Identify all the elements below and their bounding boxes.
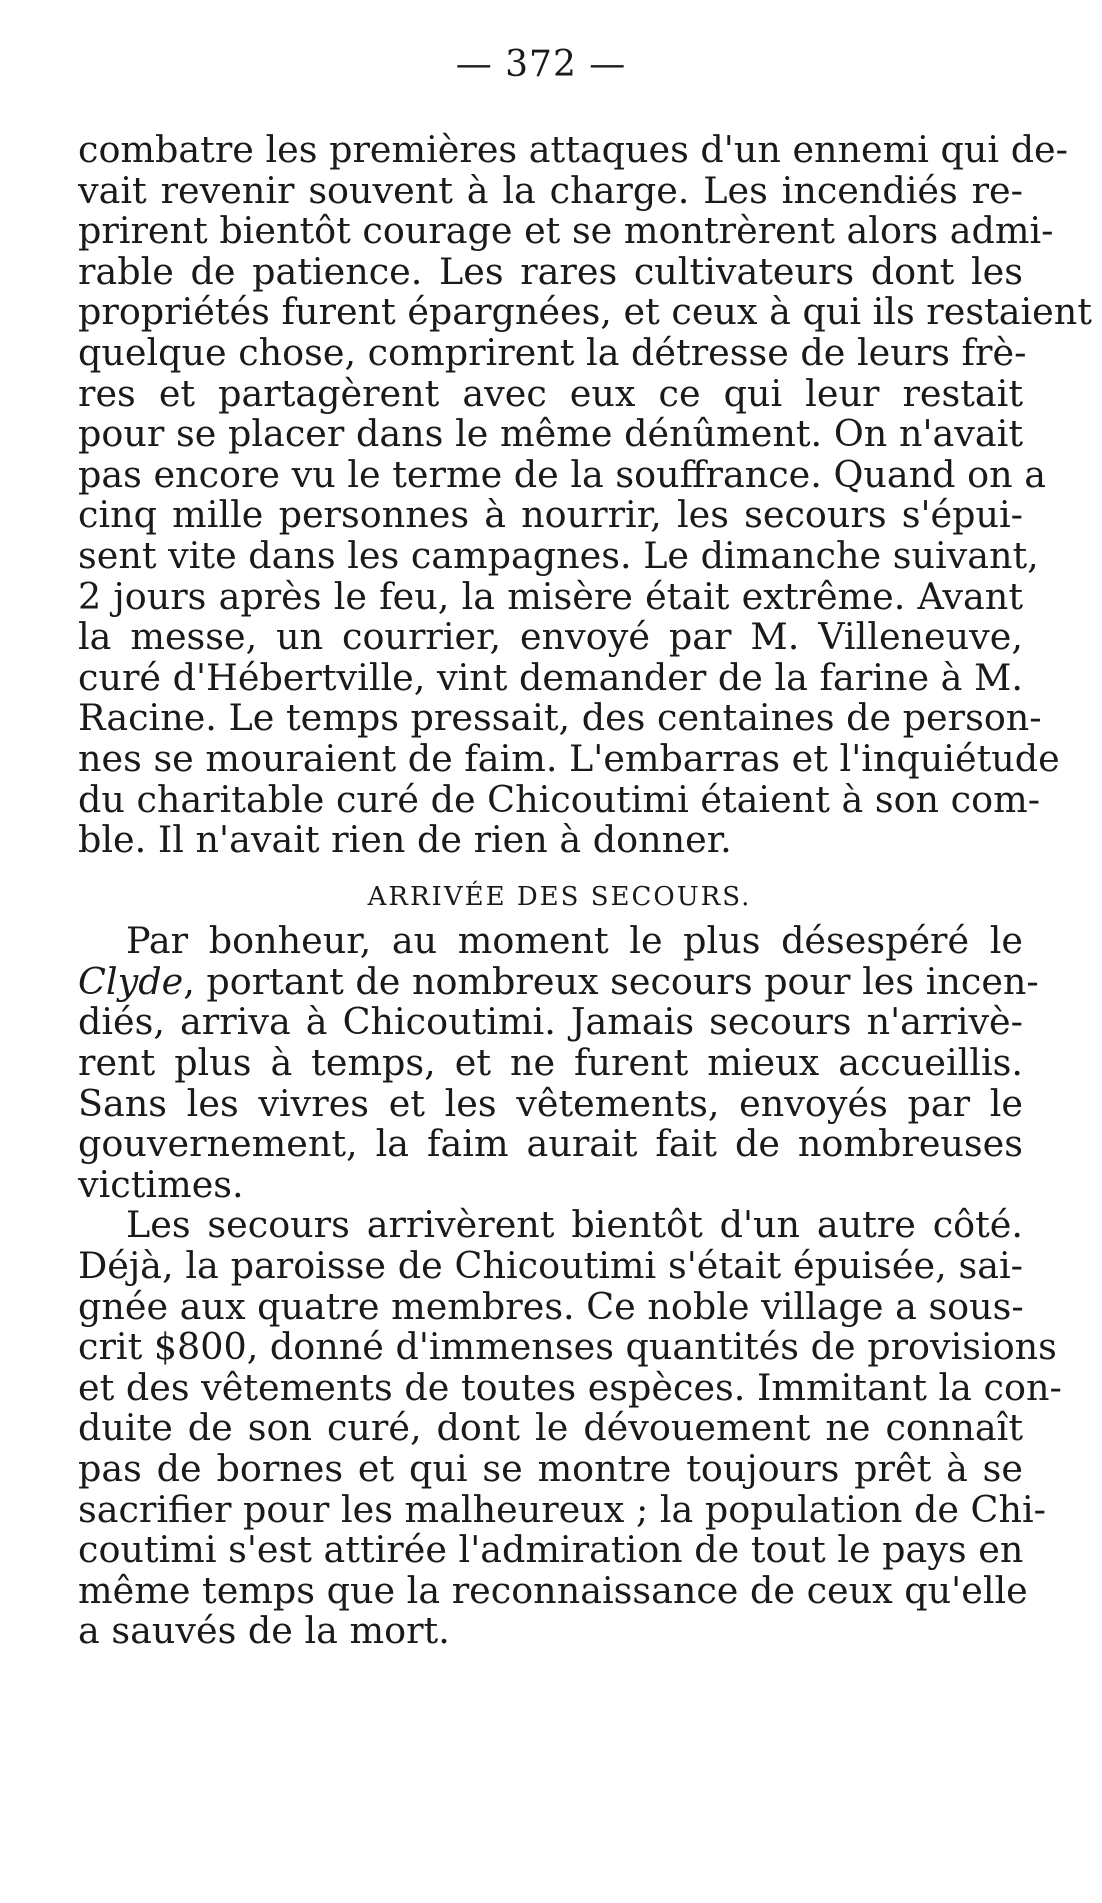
text-line: combatre les premières attaques d'un ennemi qui de- (78, 128, 1068, 171)
text-line: sacrifier pour les malheureux ; la population de Chi- (78, 1487, 1046, 1531)
paragraph-2 (78, 919, 1039, 1206)
text-line: nes se mouraient de faim. L'embarras et l'inquiétude (78, 736, 1060, 780)
text-line: pour se placer dans le même dénûment. On n'avait (78, 412, 1023, 456)
text-line: gnée aux quatre membres. Ce noble village a sous- (78, 1284, 1024, 1328)
text-line: curé d'Hébertville, vint demander de la farine à M. (78, 655, 1023, 699)
text-line: et des vêtements de toutes espèces. Immitant la con- (78, 1365, 1062, 1409)
paragraph-1 (78, 128, 1092, 862)
page-number: — 372 — (455, 44, 627, 85)
text-line: rable de patience. Les rares cultivateurs dont les (78, 249, 1023, 293)
text-line: Racine. Le temps pressait, des centaines de person- (78, 696, 1042, 740)
text-line: rent plus à temps, et ne furent mieux accueillis. (78, 1041, 1023, 1085)
text-line: Par bonheur, au moment le plus désespéré le (126, 919, 1023, 963)
text-line: ble. Il n'avait rien de rien à donner. (78, 818, 732, 862)
text-line: Déjà, la paroisse de Chicoutimi s'était épuisée, sai- (78, 1244, 1023, 1288)
text-line: 2 jours après le feu, la misère était extrême. Avant (78, 574, 1023, 618)
text-line: quelque chose, comprirent la détresse de leurs frè- (78, 330, 1027, 374)
text-line: propriétés furent épargnées, et ceux à qui ils restaient (78, 290, 1092, 334)
text-fragment: , portant de nombreux secours pour les incen- (183, 959, 1039, 1003)
paragraph-3 (78, 1203, 1062, 1653)
text-line: pas de bornes et qui se montre toujours prêt à se (78, 1447, 1023, 1490)
text-line: même temps que la reconnaissance de ceux qu'elle (78, 1568, 1028, 1612)
section-heading: ARRIVÉE DES SECOURS. (367, 881, 752, 912)
text-line: la messe, un courrier, envoyé par M. Villeneuve, (78, 615, 1023, 659)
ship-name: Clyde (78, 959, 184, 1003)
text-line: a sauvés de la mort. (78, 1609, 450, 1653)
text-line: pas encore vu le terme de la souffrance. Quand on a (78, 452, 1046, 496)
text-line: victimes. (78, 1162, 244, 1206)
text-line: cinq mille personnes à nourrir, les secours s'épui- (78, 493, 1023, 537)
text-line: coutimi s'est attirée l'admiration de tout le pays en (78, 1528, 1024, 1572)
text-line: duite de son curé, dont le dévouement ne connaît (78, 1406, 1023, 1450)
text-line: sent vite dans les campagnes. Le dimanche suivant, (78, 533, 1039, 577)
text-line: crit $800, donné d'immenses quantités de provisions (78, 1325, 1057, 1369)
text-line: Les secours arrivèrent bientôt d'un autre côté. (126, 1203, 1023, 1247)
text-line: diés, arriva à Chicoutimi. Jamais secours n'arrivè- (78, 1000, 1023, 1044)
body-text (78, 128, 1092, 1653)
text-line: du charitable curé de Chicoutimi étaient à son com- (78, 777, 1041, 821)
text-line (78, 959, 1039, 1003)
text-line: prirent bientôt courage et se montrèrent alors admi- (78, 209, 1054, 253)
text-line: res et partagèrent avec eux ce qui leur restait (78, 371, 1023, 415)
text-line: vait revenir souvent à la charge. Les incendiés re- (78, 168, 1023, 212)
text-line: gouvernement, la faim aurait fait de nombreuses (78, 1122, 1023, 1166)
text-line: Sans les vivres et les vêtements, envoyés par le (78, 1081, 1023, 1125)
